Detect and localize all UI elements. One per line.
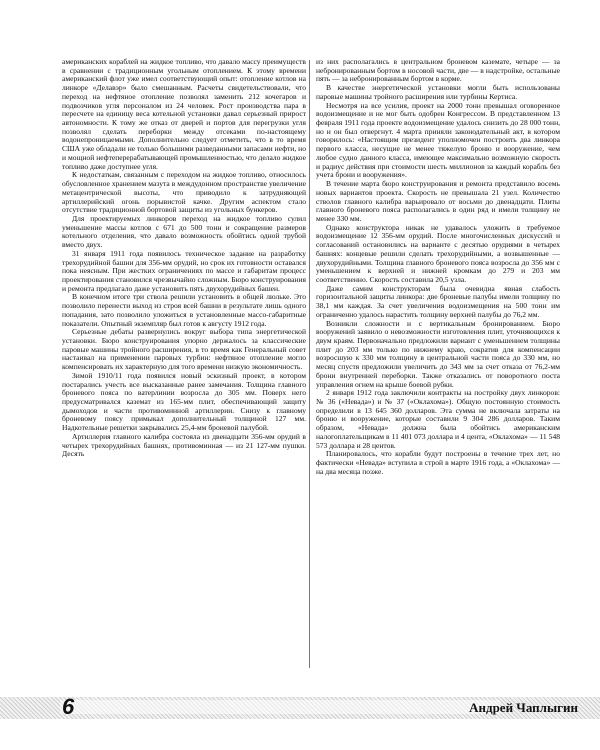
column-divider — [309, 60, 310, 668]
paragraph: 31 января 1911 года появилось техническое задание на разработку трехорудийной башни для 356-мм орудий, но срок их готовности оставался пока неясным. При жестких ограничениях по массе и габаритам процесс проектирования становился чрезвычайно сложным. Бюро конструирования и ремонта предлагало даже установить пять двухорудийных башен. — [62, 248, 306, 293]
right-text-column — [316, 58, 560, 477]
paragraph: американских кораблей на жидкое топливо, что давало массу преимуществ в сравнении с традиционным угольным отоплением. К этому времени американский флот уже имел соответствующий опыт: отопление котлов на линкоре «Делавэр» было смешанным. Расчеты свидетельствовали, что переход на нефтяное отопление позволял заменить 212 кочегаров и подвозчиков угля персоналом из 24 человек. Рост производства пара в пересчете на единицу веса котельной установки давал серьезный прирост автономности. К тому же отказ от дверей и портов для перегрузки угля позволял сделать переборки между отсеками по-настоящему водонепроницаемыми. Дополнительно следует отметить, что в то время США уже обладали не только большими разведанными запасами нефти, но и мощной нефтеперерабатывающей промышленностью, что делало жидкое топливо даже доступнее угля. — [62, 57, 306, 171]
paragraph: В течение марта бюро конструирования и ремонта представило восемь новых вариантов проекта. Скорость не превышала 21 узел. Количество стволов главного калибра варьировало от восьми до двенадцати. Плиты главного броневого пояса располагались в один ряд и имели толщину не менее 330 мм. — [316, 179, 560, 223]
paragraph: Для проектируемых линкоров переход на жидкое топливо сулил уменьшение массы котлов с 671 до 500 тонн и сокращение размеров котельного отделения, что давало возможность обойтись одной трубой вместо двух. — [62, 213, 306, 250]
footer-highlight — [60, 700, 500, 714]
paragraph: Возникли сложности и с вертикальным бронированием. Бюро вооружений заявило о невозможности изготовления плит, уточняющихся к двум краям. Первоначально предложили вариант с уменьшением толщины плит до 203 мм только по нижнему краю, сократив для компенсации возросшую к 330 мм толщину в центральной части пояса до 330 мм, но месяц спустя предложили увеличить до 343 мм за счет отказа от 76,2-мм брони внутренней переборки. Также отказались от поворотного поста управления огнем на крыше боевой рубки. — [316, 318, 560, 389]
paragraph: 2 января 1912 года заключили контракты на постройку двух линкоров: № 36 («Невада») и № 37 («Оклахома»). Общую постоянную стоимость определили в 13 645 360 долларов. Эта сумма не включала затраты на броню и вооружение, которые составили 9 304 286 долларов. Таким образом, «Невада» должна была обойтись американским налогоплательщикам в 11 401 073 доллара и 4 цента, «Оклахома» — 11 548 573 доллара и 28 центов. — [316, 388, 560, 450]
page-number: 6 — [62, 694, 75, 719]
paragraph: К недостаткам, связанным с переходом на жидкое топливо, относилось обусловленное хранением мазута в междудонном пространстве увеличение метацентрической высоты, что приводило к затрудняющей артиллерийский огонь порывистой качке. Другим аспектом стало отсутствие традиционной бортовой защиты из угольных бункеров. — [62, 170, 306, 215]
paragraph: Несмотря на все усилия, проект на 2000 тонн превышал оговоренное водоизмещение и не мог быть одобрен Конгрессом. В представленном 13 февраля 1911 года проекте водоизмещение удалось снизить до 28 000 тонн, но и он был отвергнут. 4 марта приняли законодательный акт, в котором говорилось: «Настоящим президент уполномочен построить два линкора первого класса, несущие не менее тяжелую броню и вооружение, чем любое судно данного класса, имеющее максимально возможную скорость и радиус действия при стоимости шесть миллионов за каждый корабль без учета брони и вооружения». — [316, 100, 560, 180]
left-text-column — [62, 58, 306, 459]
paragraph: из них располагались в центральном броневом каземате, четыре — за небронированным бортом в носовой части, две — в надстройке, остальные пять — за небронированным бортом в корме. — [316, 57, 560, 84]
paragraph: Даже самим конструкторам была очевидна явная слабость горизонтальной защиты линкора: две броневые палубы имели толщину по 38,1 мм каждая. За счет увеличения водоизмещения на 500 тонн им ограниченно удалось нарастить толщину верхней палубы до 76,2 мм. — [316, 283, 560, 319]
paragraph: Планировалось, что корабли будут построены в течение трех лет, но фактически «Невада» вступила в строй в марте 1916 года, а «Оклахома» — на два месяца позже. — [316, 449, 560, 476]
author-name: Андрей Чаплыгин — [469, 700, 578, 715]
paragraph: Серьезные дебаты развернулись вокруг выбора типа энергетической установки. Бюро конструирования упорно держалось за классические паровые машины тройного расширения, в то время как Генеральный совет настаивал на применении паровых турбин: нефтяное отопление могло компенсировать их характерную для того времени низкую экономичность. — [62, 327, 306, 372]
paragraph: Артиллерия главного калибра состояла из двенадцати 356-мм орудий в четырех трехорудийных башнях, противоминная — из 21 127-мм пушки. Десять — [62, 431, 306, 459]
paragraph: Зимой 1910/11 года появился новый эскизный проект, в котором постарались учесть все высказанные ранее замечания. Толщина главного броневого пояса по ватерлинии возросла до 305 мм. Поверх него предусматривался каземат из 165-мм плит, обеспечивающий защиту дымоходов и части противоминной артиллерии. Снизу к главному броневому поясу примыкал дополнительный толщиной 127 мм. Надкотельные решетки закрывались 25,4-мм броневой палубой. — [62, 370, 306, 433]
paragraph: Однако конструктора никак не удавалось уложить в требуемое водоизмещение 12 356-мм орудий. После многочисленных дискуссий и согласований остановились на варианте с десятью орудиями в четырех башнях: концевые решили сделать трехорудийными, а возвышенные — двухорудийными. Толщина главного броневого пояса возросла до 356 мм с уменьшением к верхней и нижней кромкам до 279 и 203 мм соответственно. Скорость составила 20,5 узла. — [316, 222, 560, 284]
paragraph: В качестве энергетической установки могли быть использованы паровые машины тройного расширения или турбины Кертиса. — [316, 83, 560, 101]
paragraph: В конечном итоге три ствола решили установить в общей люльке. Это позволило перенести выход из строя всей башни в результате лишь одного попадания, зато позволило уложиться в установленные массо-габаритные показатели. Опытный экземпляр был готов к августу 1912 года. — [62, 292, 306, 328]
